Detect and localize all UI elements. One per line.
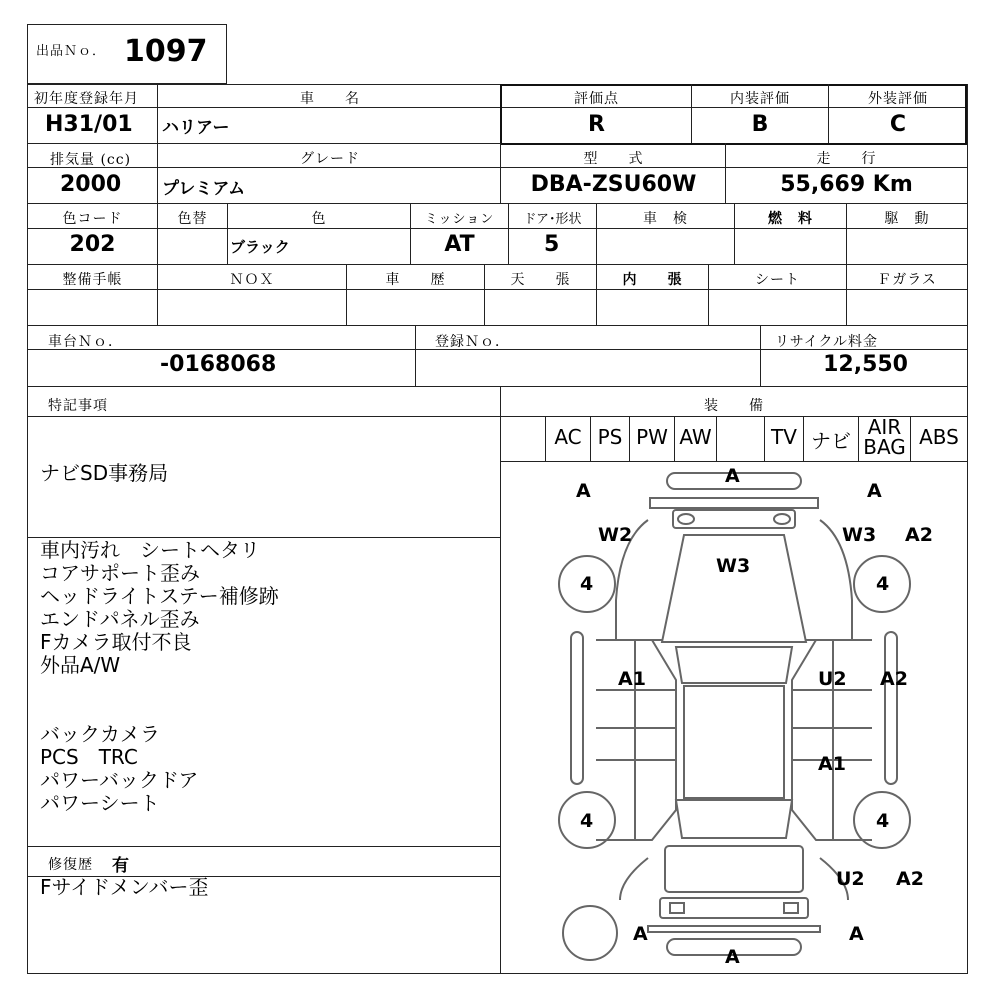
color-code-value: 202 [69, 232, 116, 257]
repair-value: 有 [112, 856, 129, 876]
seat-label: シート [755, 272, 800, 288]
nox-label: ＮＯＸ [229, 272, 275, 288]
mark-front-center: A [725, 465, 740, 487]
mark-hood: W3 [716, 555, 751, 577]
repair-label: 修復歴 [48, 857, 93, 873]
door-label: ドア･形状 [523, 212, 582, 227]
equip-navi: ナビ [811, 429, 851, 453]
model-value: DBA-ZSU60W [530, 172, 697, 197]
equip-ps: PS [597, 425, 623, 449]
interior-panel-label: 内 張 [622, 272, 683, 288]
interior-value: B [751, 112, 769, 137]
equip-tv: TV [771, 425, 797, 449]
mark-right-step: A2 [880, 668, 908, 690]
fuel-label: 燃 料 [768, 211, 813, 227]
history-label: 車 歴 [385, 272, 446, 288]
exterior-value: C [889, 112, 907, 137]
recycle-label: リサイクル料金 [775, 334, 879, 350]
mark-wheel-fl: 4 [580, 573, 594, 595]
color-value: ブラック [230, 238, 290, 256]
equip-pw: PW [636, 425, 668, 449]
exterior-label: 外装評価 [868, 91, 928, 107]
mark-right-door-rear: A1 [818, 753, 846, 775]
score-value: R [588, 112, 605, 137]
equip-abs: ABS [919, 425, 959, 449]
mileage-label: 走 行 [816, 151, 877, 167]
repair-detail: Fサイドメンバー歪 [40, 875, 209, 899]
chassis-value: -0168068 [160, 352, 277, 377]
mark-front-right: A [867, 480, 882, 502]
grade-label: グレード [300, 151, 360, 167]
interior-label: 内装評価 [730, 91, 790, 107]
equip-aw: AW [679, 425, 712, 449]
maintenance-book-label: 整備手帳 [62, 272, 123, 288]
mark-right-door-front: U2 [818, 668, 847, 690]
mark-rear-center: A [725, 946, 740, 968]
car-name-value: ハリアー [162, 118, 230, 138]
reg-label: 登録Ｎｏ． [435, 334, 510, 350]
mission-value: AT [444, 232, 475, 257]
f-glass-label: Ｆガラス [877, 272, 937, 288]
mark-wheel-rl: 4 [580, 810, 594, 832]
mark-wheel-rr: 4 [876, 810, 890, 832]
notes-label: 特記事項 [48, 398, 108, 414]
equipment-label: 装 備 [704, 398, 764, 414]
mark-right-pillar: W3 [842, 524, 877, 546]
mark-right-rear-corner: A2 [896, 868, 924, 890]
color-code-label: 色コード [62, 211, 123, 227]
score-label: 評価点 [574, 91, 619, 107]
mission-label: ミッション [424, 212, 495, 227]
equip-ac: AC [554, 425, 582, 449]
notes-line1: ナビSD事務局 [40, 461, 169, 485]
grade-value: プレミアム [162, 179, 246, 199]
mark-right-quarter: U2 [836, 868, 865, 890]
lot-label: 出品Ｎｏ． [36, 44, 107, 59]
displacement-label: 排気量 (cc) [50, 152, 132, 168]
mark-wheel-fr: 4 [876, 573, 890, 595]
equip-airbag: AIR BAG [863, 415, 906, 459]
mark-rear-right: A [849, 923, 864, 945]
drive-label: 駆 動 [884, 211, 930, 227]
inspection-label: 車 検 [643, 211, 688, 227]
recycle-value: 12,550 [823, 352, 908, 377]
lot-number: 1097 [124, 34, 208, 69]
first-reg-value: H31/01 [45, 112, 133, 137]
chassis-label: 車台Ｎｏ． [48, 334, 123, 350]
color-change-label: 色替 [177, 211, 208, 227]
mark-right-fender: A2 [905, 524, 933, 546]
mark-left-pillar: W2 [598, 524, 633, 546]
mark-left-door: A1 [618, 668, 646, 690]
car-diagram [500, 462, 968, 974]
door-value: 5 [544, 232, 560, 257]
model-label: 型 式 [583, 151, 644, 167]
ceiling-label: 天 張 [510, 272, 571, 288]
color-label: 色 [311, 211, 327, 227]
mark-front-left: A [576, 480, 591, 502]
mark-rear-left: A [633, 923, 648, 945]
notes-block: 車内汚れ シートヘタリ コアサポート歪み ヘッドライトステー補修跡 エンドパネル歪み Fカメラ取付不良 外品A/W バックカメラ PCS TRC パワーバックドア パワーシート [40, 538, 279, 815]
displacement-value: 2000 [60, 172, 122, 197]
mileage-value: 55,669 Km [780, 172, 913, 197]
first-reg-label: 初年度登録年月 [34, 91, 139, 107]
car-name-label: 車 名 [300, 91, 360, 107]
